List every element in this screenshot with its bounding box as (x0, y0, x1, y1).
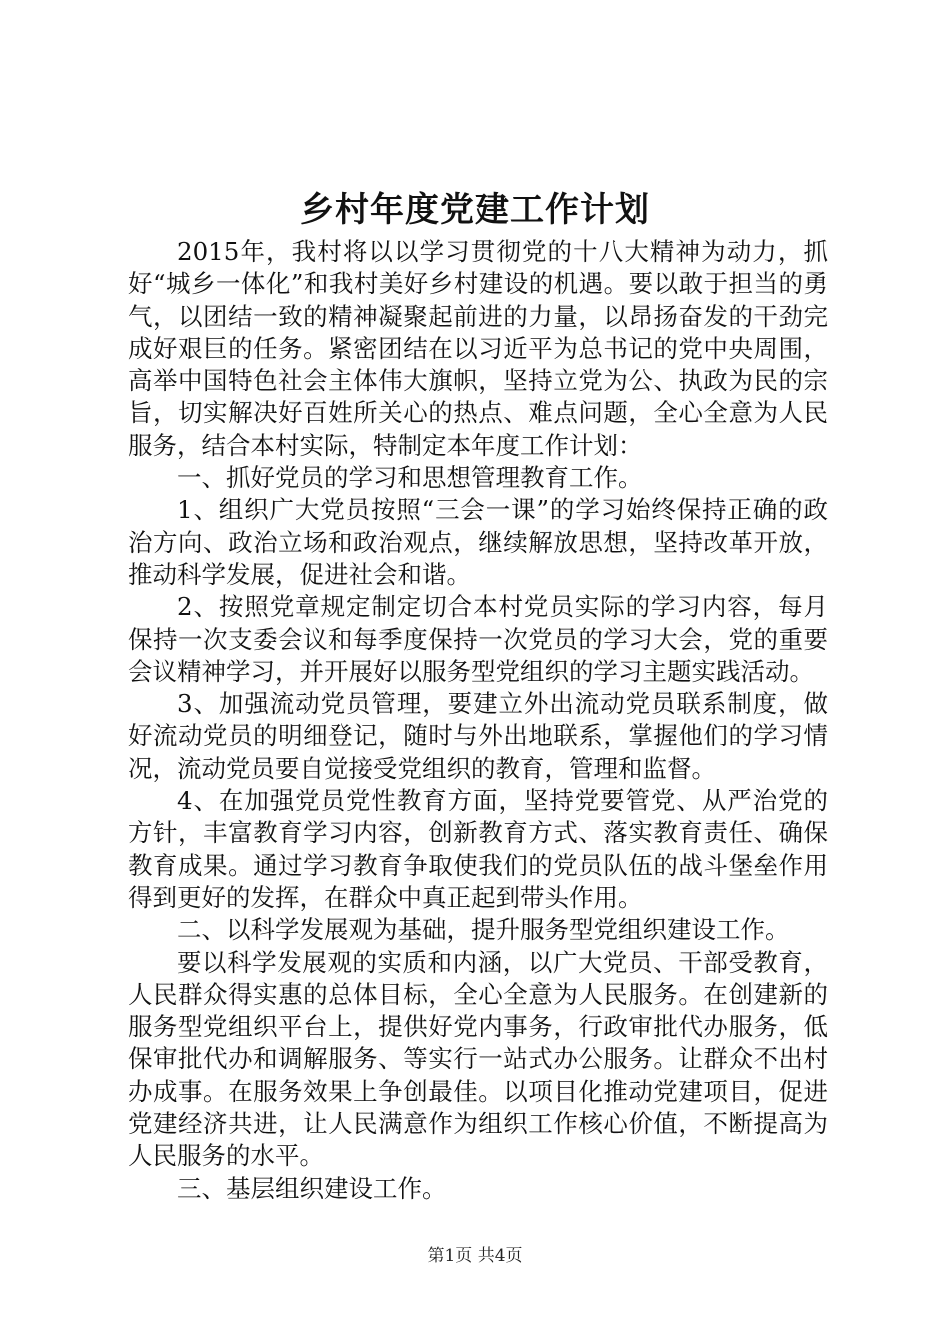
section-1-heading: 一、抓好党员的学习和思想管理教育工作。 (177, 463, 643, 493)
document-body (128, 236, 828, 1205)
intro-paragraph: 2015年，我村将以以学习贯彻党的十八大精神为动力，抓好“城乡一体化”和我村美好乡村建设的机遇。要以敢于担当的勇气，以团结一致的精神凝聚起前进的力量，以昂扬奋发的干劲完成好艰巨的任务。紧密团结在以习近平为总书记的党中央周围，高举中国特色社会主体伟大旗帜，坚持立党为公、执政为民的宗旨，切实解决好百姓所关心的热点、难点问题，全心全意为人民服务，结合本村实际，特制定本年度工作计划： (128, 237, 828, 460)
item-3-paragraph: 3、加强流动党员管理，要建立外出流动党员联系制度，做好流动党员的明细登记，随时与外出地联系，掌握他们的学习情况，流动党员要自觉接受党组织的教育，管理和监督。 (128, 689, 828, 783)
page-footer: 第1页 共4页 (427, 1246, 523, 1266)
document-title: 乡村年度党建工作计划 (300, 190, 650, 230)
item-1-paragraph: 1、组织广大党员按照“三会一课”的学习始终保持正确的政治方向、政治立场和政治观点，继续解放思想，坚持改革开放，推动科学发展，促进社会和谐。 (128, 495, 828, 589)
section-2-heading: 二、以科学发展观为基础，提升服务型党组织建设工作。 (177, 915, 790, 945)
section-2-paragraph: 要以科学发展观的实质和内涵，以广大党员、干部受教育，人民群众得实惠的总体目标，全心全意为人民服务。在创建新的服务型党组织平台上，提供好党内事务，行政审批代办服务，低保审批代办和调解服务、等实行一站式办公服务。让群众不出村办成事。在服务效果上争创最佳。以项目化推动党建项目，促进党建经济共进，让人民满意作为组织工作核心价值，不断提高为人民服务的水平。 (128, 947, 828, 1171)
item-4-paragraph: 4、在加强党员党性教育方面，坚持党要管党、从严治党的方针，丰富教育学习内容，创新教育方式、落实教育责任、确保教育成果。通过学习教育争取使我们的党员队伍的战斗堡垒作用得到更好的发挥，在群众中真正起到带头作用。 (128, 786, 828, 912)
item-2-paragraph: 2、按照党章规定制定切合本村党员实际的学习内容，每月保持一次支委会议和每季度保持一次党员的学习大会，党的重要会议精神学习，并开展好以服务型党组织的学习主题实践活动。 (128, 592, 828, 686)
section-3-heading: 三、基层组织建设工作。 (177, 1173, 447, 1203)
